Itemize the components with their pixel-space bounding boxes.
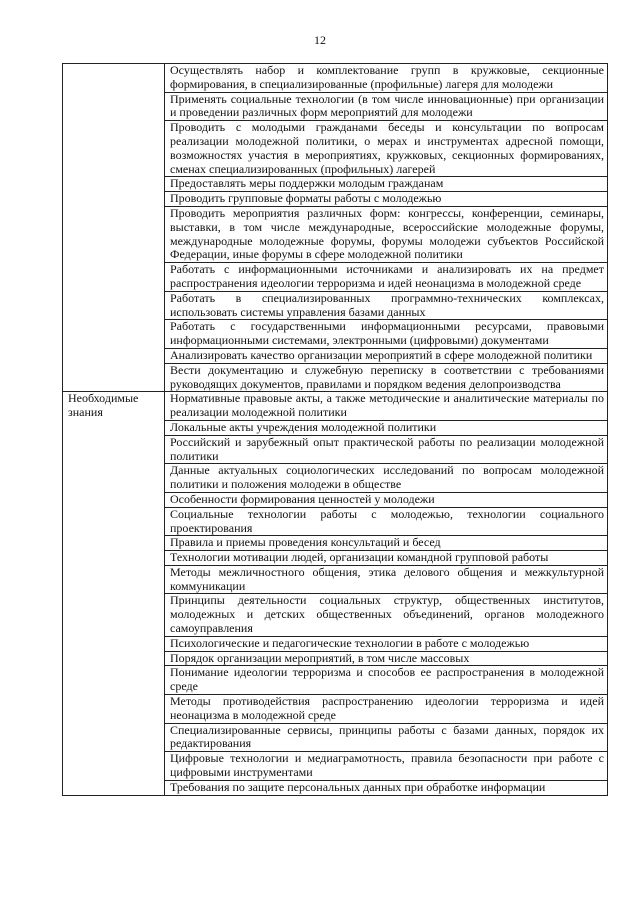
requirement-item: Анализировать качество организации мероприятий в сфере молодежной политики [165, 348, 608, 363]
table-body [63, 64, 608, 796]
requirement-item: Проводить с молодыми гражданами беседы и консультации по вопросам реализации молодежной политики, о мерах и инструментах адресной помощи, возможностях участия в мероприятиях, кружковых, секционных формированиях, сменах специализированных (профильных) лагерей [165, 121, 608, 177]
requirement-item: Работать с информационными источниками и анализировать их на предмет распространения идеологии терроризма и идей неонацизма в молодежной среде [165, 263, 608, 292]
requirement-item: Требования по защите персональных данных при обработке информации [165, 780, 608, 795]
requirement-item: Предоставлять меры поддержки молодым гражданам [165, 177, 608, 192]
requirements-table [62, 63, 608, 796]
requirement-item: Российский и зарубежный опыт практической работы по реализации молодежной политики [165, 435, 608, 464]
requirement-item: Психологические и педагогические технологии в работе с молодежью [165, 636, 608, 651]
requirement-item: Работать с государственными информационными ресурсами, правовыми информационными системами, электронными (цифровыми) документами [165, 320, 608, 349]
requirement-item: Локальные акты учреждения молодежной политики [165, 420, 608, 435]
requirement-item: Данные актуальных социологических исследований по вопросам молодежной политики и положения молодежи в обществе [165, 464, 608, 493]
requirement-item: Вести документацию и служебную переписку в соответствии с требованиями руководящих документов, правилами и порядком ведения делопроизводства [165, 363, 608, 392]
requirement-item: Специализированные сервисы, принципы работы с базами данных, порядок их редактирования [165, 723, 608, 752]
requirement-item: Нормативные правовые акты, а также методические и аналитические материалы по реализации молодежной политики [165, 392, 608, 421]
page-number: 12 [314, 33, 326, 47]
requirement-item: Методы противодействия распространению идеологии терроризма и идей неонацизма в молодежной среде [165, 695, 608, 724]
requirement-item: Цифровые технологии и медиаграмотность, правила безопасности при работе с цифровыми инструментами [165, 752, 608, 781]
requirement-item: Принципы деятельности социальных структур, общественных институтов, молодежных и детских общественных объединений, органов молодежного самоуправления [165, 594, 608, 636]
requirement-item: Порядок организации мероприятий, в том числе массовых [165, 651, 608, 666]
requirement-item: Понимание идеологии терроризма и способов ее распространения в молодежной среде [165, 666, 608, 695]
skills-label-cell [63, 64, 165, 392]
requirement-item: Технологии мотивации людей, организации командной групповой работы [165, 551, 608, 566]
requirement-item: Методы межличностного общения, этика делового общения и межкультурной коммуникации [165, 565, 608, 594]
requirement-item: Особенности формирования ценностей у молодежи [165, 492, 608, 507]
requirement-item: Применять социальные технологии (в том числе инновационные) при организации и проведении различных форм мероприятий для молодежи [165, 92, 608, 121]
table-row [63, 64, 608, 93]
knowledge-label-cell: Необходимые знания [63, 392, 165, 795]
requirement-item: Работать в специализированных программно-технических комплексах, использовать системы управления базами данных [165, 291, 608, 320]
requirement-item: Проводить групповые форматы работы с молодежью [165, 192, 608, 207]
requirement-item: Правила и приемы проведения консультаций и бесед [165, 536, 608, 551]
requirement-item: Проводить мероприятия различных форм: конгрессы, конференции, семинары, выставки, в том числе международные, всероссийские молодежные форумы, международные молодежные форумы, форумы молодежи субъектов Российской Федерации, иные форумы в сфере молодежной политики [165, 206, 608, 262]
table-row [63, 392, 608, 421]
requirement-item: Осуществлять набор и комплектование групп в кружковые, секционные формирования, в специализированные (профильные) лагеря для молодежи [165, 64, 608, 93]
requirement-item: Социальные технологии работы с молодежью, технологии социального проектирования [165, 507, 608, 536]
